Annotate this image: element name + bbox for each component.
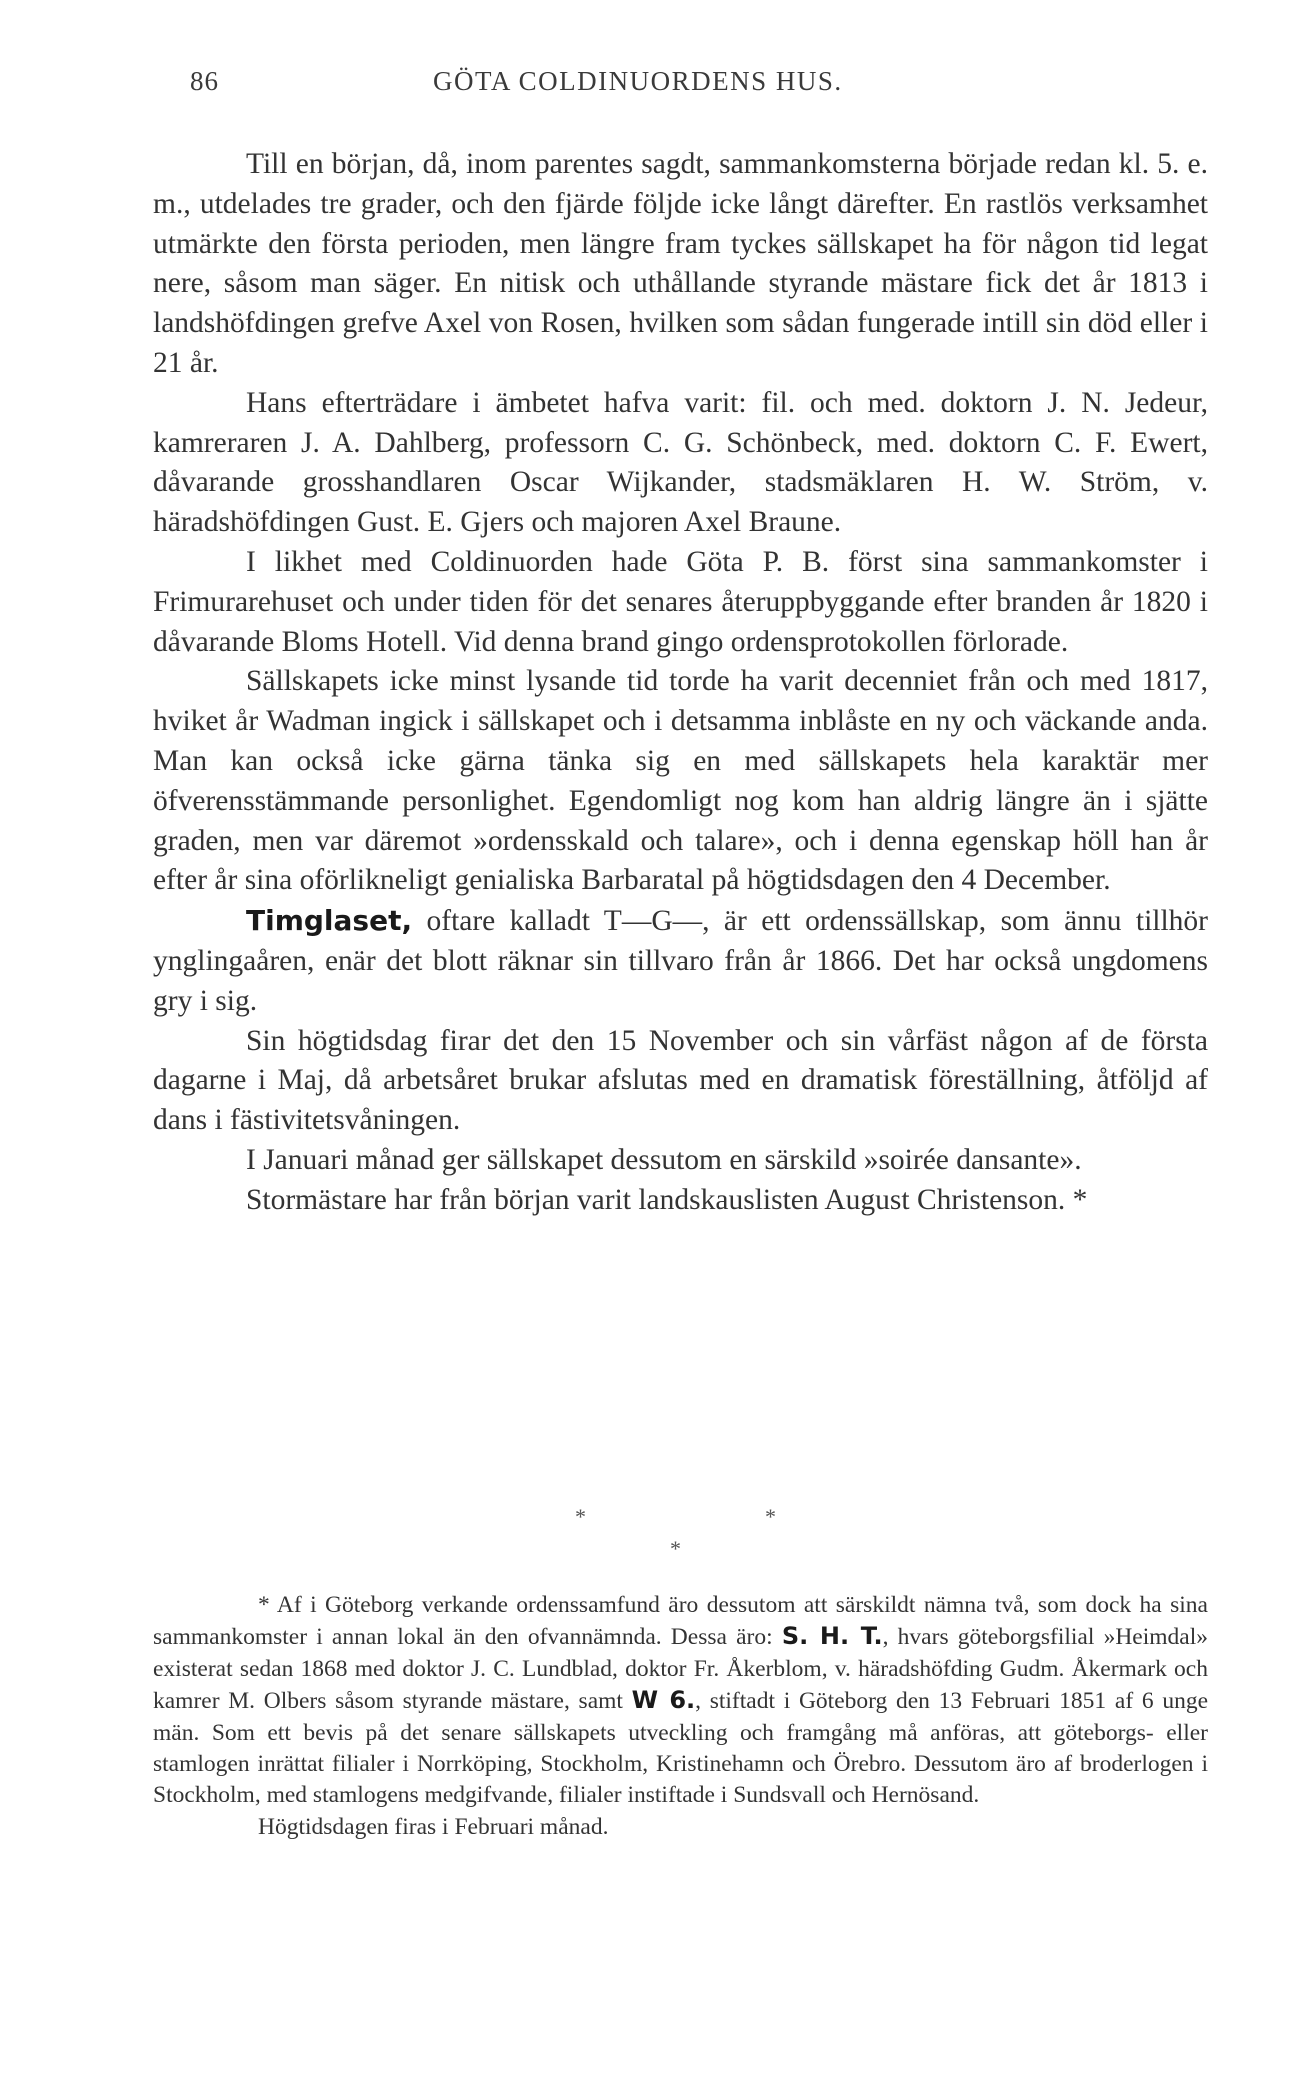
paragraph: I likhet med Coldinuorden hade Göta P. B. först sina sammankomster i Frimurarehuset och under tiden för det senares återuppbyggande efter branden år 1820 i dåvarande Bloms Hotell. Vid denna brand gingo ordensprotokollen förlorade. bbox=[153, 545, 1208, 658]
section-divider bbox=[0, 1504, 1300, 1574]
footnote-paragraph: Högtidsdagen firas i Februari månad. bbox=[258, 1813, 609, 1840]
divider-asterisk: * bbox=[765, 1504, 776, 1529]
footnote-bold: S. H. T. bbox=[781, 1622, 883, 1651]
paragraph-text: oftare kalladt T—G—, är ett ordenssällskap, som ännu tillhör ynglingaåren, enär det blott räknar sin tillvaro från år 1866. Det har också ungdomens gry i sig. bbox=[153, 905, 1208, 1017]
footnote-bold: W 6. bbox=[631, 1686, 696, 1715]
paragraph: Hans efterträdare i ämbetet hafva varit: fil. och med. doktorn J. N. Jedeur, kamreraren J. A. Dahlberg, professorn C. G. Schönbeck, med. doktorn C. F. Ewert, dåvarande grosshandlaren Oscar Wijkander, stadsmäklaren H. W. Ström, v. häradshöfdingen Gust. E. Gjers och majoren Axel Braune. bbox=[153, 386, 1208, 539]
footnote-text: * Af i Göteborg verkande ordenssamfund äro dessutom att särskildt nämna två, som dock ha sina sammankomster i annan lokal än den ofvannämnda. Dessa äro: bbox=[153, 1592, 1208, 1651]
running-head: GÖTA COLDINUORDENS HUS. bbox=[433, 66, 843, 96]
paragraph: Sin högtidsdag firar det den 15 November och sin vårfäst någon af de första dagarne i Maj, då arbetsåret brukar afslutas med en dramatisk föreställning, åtföljd af dans i fästivitetsvåningen. bbox=[153, 1024, 1208, 1137]
timglaset-heading: Timglaset, bbox=[246, 904, 413, 938]
paragraph: I Januari månad ger sällskapet dessutom en särskild »soirée dansante». bbox=[246, 1143, 1082, 1176]
paragraph bbox=[153, 901, 1208, 1021]
main-text bbox=[153, 145, 1208, 1221]
footnote-text: , hvars göteborgsfilial »Heimdal» existerat sedan 1868 med doktor J. C. Lundblad, doktor Fr. Åkerblom, v. häradshöfding Gudm. Åkermark och kamrer M. Olbers såsom styrande mästare, samt bbox=[153, 1624, 1208, 1715]
footnote-text: , stiftadt i Göteborg den 13 Februari 1851 af 6 unge män. Som ett bevis på det senare sällskapets utveckling och framgång må anföras, att göteborgs- eller stamlogen inrättat filialer i Norrköping, Stockholm, Kristinehamn och Örebro. Dessutom äro af broderlogen i Stockholm, med stamlogens medgifvande, filialer instiftade i Sundsvall och Hernösand. bbox=[153, 1688, 1208, 1809]
page-number: 86 bbox=[190, 66, 219, 96]
footnote bbox=[153, 1590, 1208, 1843]
paragraph: Sällskapets icke minst lysande tid torde ha varit decenniet från och med 1817, hviket år Wadman ingick i sällskapet och i detsamma inblåste en ny och väckande anda. Man kan också icke gärna tänka sig en med sällskapets hela karaktär mer öfverensstämmande personlighet. Egendomligt nog kom han aldrig längre än i sjätte graden, men var däremot »ordensskald och talare», och i denna egenskap höll han år efter år sina oförlikneligt genialiska Barbaratal på högtidsdagen den 4 December. bbox=[153, 665, 1208, 897]
paragraph: Till en början, då, inom parentes sagdt, sammankomsterna började redan kl. 5. e. m., utdelades tre grader, och den fjärde följde icke långt därefter. En rastlös verksamhet utmärkte den första perioden, men längre fram tyckes sällskapet ha för någon tid legat nere, såsom man säger. En nitisk och uthållande styrande mästare fick det år 1813 i landshöfdingen grefve Axel von Rosen, hvilken som sådan fungerade intill sin död eller i 21 år. bbox=[153, 148, 1208, 379]
paragraph: Stormästare har från början varit landskauslisten August Christenson. * bbox=[246, 1183, 1088, 1216]
divider-asterisk: * bbox=[670, 1536, 681, 1561]
divider-asterisk: * bbox=[575, 1504, 586, 1529]
footnote-paragraph bbox=[153, 1590, 1208, 1812]
page-header bbox=[190, 66, 1215, 106]
